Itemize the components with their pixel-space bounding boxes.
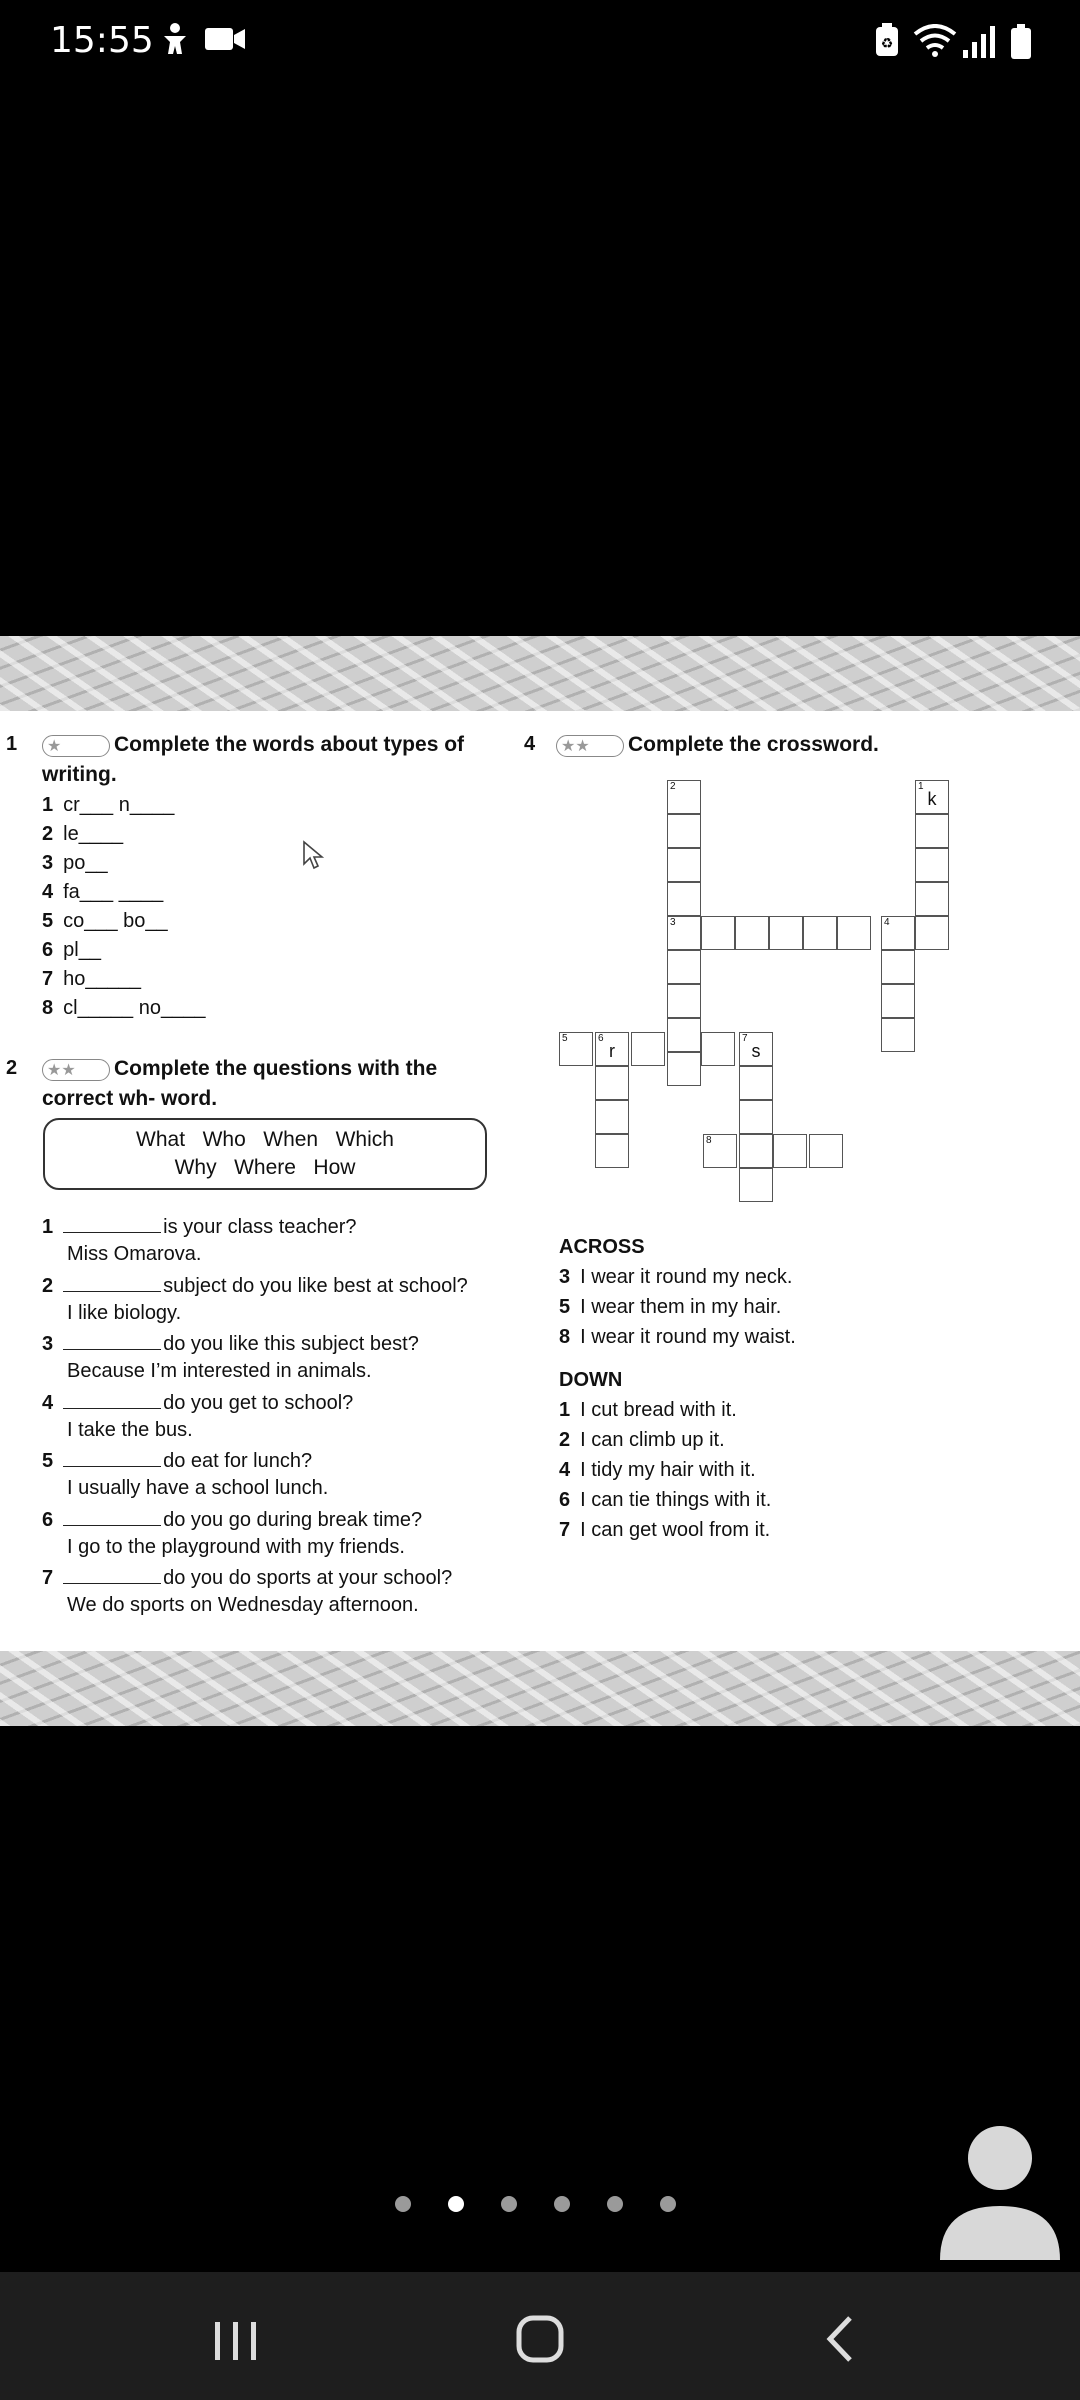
exercise-4-title: ★★ Complete the crossword.	[556, 730, 879, 760]
crossword-cell[interactable]	[667, 882, 701, 916]
crossword-cell[interactable]	[595, 1134, 629, 1168]
crossword-cell[interactable]	[881, 984, 915, 1018]
crossword-cell[interactable]	[667, 814, 701, 848]
page-dot[interactable]	[395, 2196, 411, 2212]
crossword-cell[interactable]	[769, 916, 803, 950]
marble-border-top	[0, 636, 1080, 711]
clue-item: 3 I wear it round my neck.	[559, 1266, 793, 1288]
crossword-cell[interactable]	[739, 1066, 773, 1100]
accessibility-icon	[160, 22, 190, 61]
crossword-cell[interactable]	[881, 950, 915, 984]
crossword-cell[interactable]	[739, 1168, 773, 1202]
clue-item: 6 I can tie things with it.	[559, 1489, 772, 1511]
word-box	[43, 1118, 487, 1190]
status-bar	[0, 0, 1080, 85]
page-dot[interactable]	[554, 2196, 570, 2212]
answer-blank[interactable]	[63, 1448, 161, 1467]
status-time: 15:55	[50, 20, 154, 61]
answer-text: Miss Omarova.	[67, 1243, 202, 1265]
exercise-2-title: ★★ Complete the questions with the correct wh- word.	[42, 1057, 438, 1110]
crossword-cell[interactable]: 1 k	[915, 780, 949, 814]
question-item: 1 is your class teacher?	[42, 1216, 357, 1238]
signal-icon	[963, 26, 997, 63]
list-item: 6 pl__	[42, 939, 101, 961]
answer-blank[interactable]	[63, 1331, 161, 1350]
crossword-cell[interactable]: 2	[667, 780, 701, 814]
answer-text: I usually have a school lunch.	[67, 1477, 329, 1499]
cursor-icon	[302, 840, 324, 875]
video-icon	[205, 26, 245, 57]
exercise-number: 1	[6, 733, 18, 755]
answer-text: I go to the playground with my friends.	[67, 1536, 405, 1558]
question-item: 7 do you do sports at your school?	[42, 1567, 453, 1589]
answer-blank[interactable]	[63, 1390, 161, 1409]
exercise-1-header	[6, 730, 17, 759]
crossword-cell[interactable]	[915, 882, 949, 916]
list-item: 1 cr___ n____	[42, 794, 175, 816]
word-box-row-1: What Who When Which	[136, 1128, 394, 1151]
crossword-cell[interactable]: 3	[667, 916, 701, 950]
list-item: 8 cl_____ no____	[42, 997, 206, 1019]
question-item: 3 do you like this subject best?	[42, 1333, 419, 1355]
wifi-icon	[913, 24, 957, 63]
exercise-number: 4	[524, 733, 536, 755]
worksheet-image[interactable]	[0, 636, 1080, 1726]
star-rating-icon: ★	[42, 735, 110, 757]
page-dot-active[interactable]	[448, 2196, 464, 2212]
crossword-cell[interactable]	[701, 1032, 735, 1066]
answer-blank[interactable]	[63, 1507, 161, 1526]
crossword-cell[interactable]	[739, 1134, 773, 1168]
answer-text: I take the bus.	[67, 1419, 193, 1441]
crossword-cell[interactable]: 5	[559, 1032, 593, 1066]
answer-text: Because I’m interested in animals.	[67, 1360, 372, 1382]
avatar-icon[interactable]	[940, 2124, 1060, 2260]
question-item: 2 subject do you like best at school?	[42, 1275, 468, 1297]
crossword-cell[interactable]	[667, 1052, 701, 1086]
crossword-cell[interactable]	[739, 1100, 773, 1134]
battery-saver-icon	[873, 22, 901, 63]
crossword-cell[interactable]	[837, 916, 871, 950]
marble-border-bottom	[0, 1651, 1080, 1726]
crossword-cell[interactable]	[915, 814, 949, 848]
exercise-1-title: ★ Complete the words about types of writing.	[42, 733, 465, 786]
word-box-row-2: Why Where How	[174, 1156, 356, 1179]
answer-blank[interactable]	[63, 1565, 161, 1584]
crossword-cell[interactable]	[773, 1134, 807, 1168]
crossword-cell[interactable]	[631, 1032, 665, 1066]
page-dot[interactable]	[607, 2196, 623, 2212]
crossword-cell[interactable]	[701, 916, 735, 950]
crossword-cell[interactable]	[595, 1100, 629, 1134]
crossword-cell[interactable]	[667, 1018, 701, 1052]
exercise-number: 2	[6, 1057, 18, 1079]
list-item: 7 ho_____	[42, 968, 141, 990]
recents-icon[interactable]	[176, 2302, 296, 2372]
list-item: 4 fa___ ____	[42, 881, 164, 903]
exercise-4-header	[524, 730, 535, 759]
clue-item: 1 I cut bread with it.	[559, 1399, 737, 1421]
across-heading: ACROSS	[559, 1236, 645, 1258]
answer-text: I like biology.	[67, 1302, 182, 1324]
home-icon[interactable]	[480, 2302, 600, 2372]
back-icon[interactable]	[780, 2302, 900, 2372]
clue-item: 4 I tidy my hair with it.	[559, 1459, 756, 1481]
page-dot[interactable]	[660, 2196, 676, 2212]
navigation-bar	[0, 2272, 1080, 2400]
clue-item: 7 I can get wool from it.	[559, 1519, 771, 1541]
star-rating-icon: ★★	[556, 735, 624, 757]
question-item: 6 do you go during break time?	[42, 1509, 423, 1531]
list-item: 2 le____	[42, 823, 124, 845]
list-item: 3 po__	[42, 852, 108, 874]
answer-text: We do sports on Wednesday afternoon.	[67, 1594, 419, 1616]
crossword-cell[interactable]	[803, 916, 837, 950]
crossword-cell[interactable]	[809, 1134, 843, 1168]
crossword-cell[interactable]	[915, 848, 949, 882]
answer-blank[interactable]	[63, 1273, 161, 1292]
down-heading: DOWN	[559, 1369, 623, 1391]
crossword-cell[interactable]	[915, 916, 949, 950]
crossword-cell[interactable]: 8	[703, 1134, 737, 1168]
star-rating-icon: ★★	[42, 1059, 110, 1081]
crossword-cell[interactable]: 7 s	[739, 1032, 773, 1066]
crossword-cell[interactable]	[667, 848, 701, 882]
crossword-cell[interactable]	[881, 1018, 915, 1052]
battery-icon	[1010, 24, 1032, 65]
svg-text:♻: ♻	[880, 35, 894, 51]
answer-blank[interactable]	[63, 1214, 161, 1233]
crossword-cell[interactable]	[735, 916, 769, 950]
crossword-cell[interactable]	[667, 950, 701, 984]
crossword-cell[interactable]	[667, 984, 701, 1018]
crossword-cell[interactable]: 6 r	[595, 1032, 629, 1066]
clue-item: 8 I wear it round my waist.	[559, 1326, 796, 1348]
crossword-cell[interactable]	[595, 1066, 629, 1100]
question-item: 5 do eat for lunch?	[42, 1450, 313, 1472]
clue-item: 5 I wear them in my hair.	[559, 1296, 782, 1318]
exercise-2-header	[6, 1054, 17, 1083]
list-item: 5 co___ bo__	[42, 910, 168, 932]
page-dot[interactable]	[501, 2196, 517, 2212]
clue-item: 2 I can climb up it.	[559, 1429, 725, 1451]
crossword-cell[interactable]: 4	[881, 916, 915, 950]
question-item: 4 do you get to school?	[42, 1392, 354, 1414]
